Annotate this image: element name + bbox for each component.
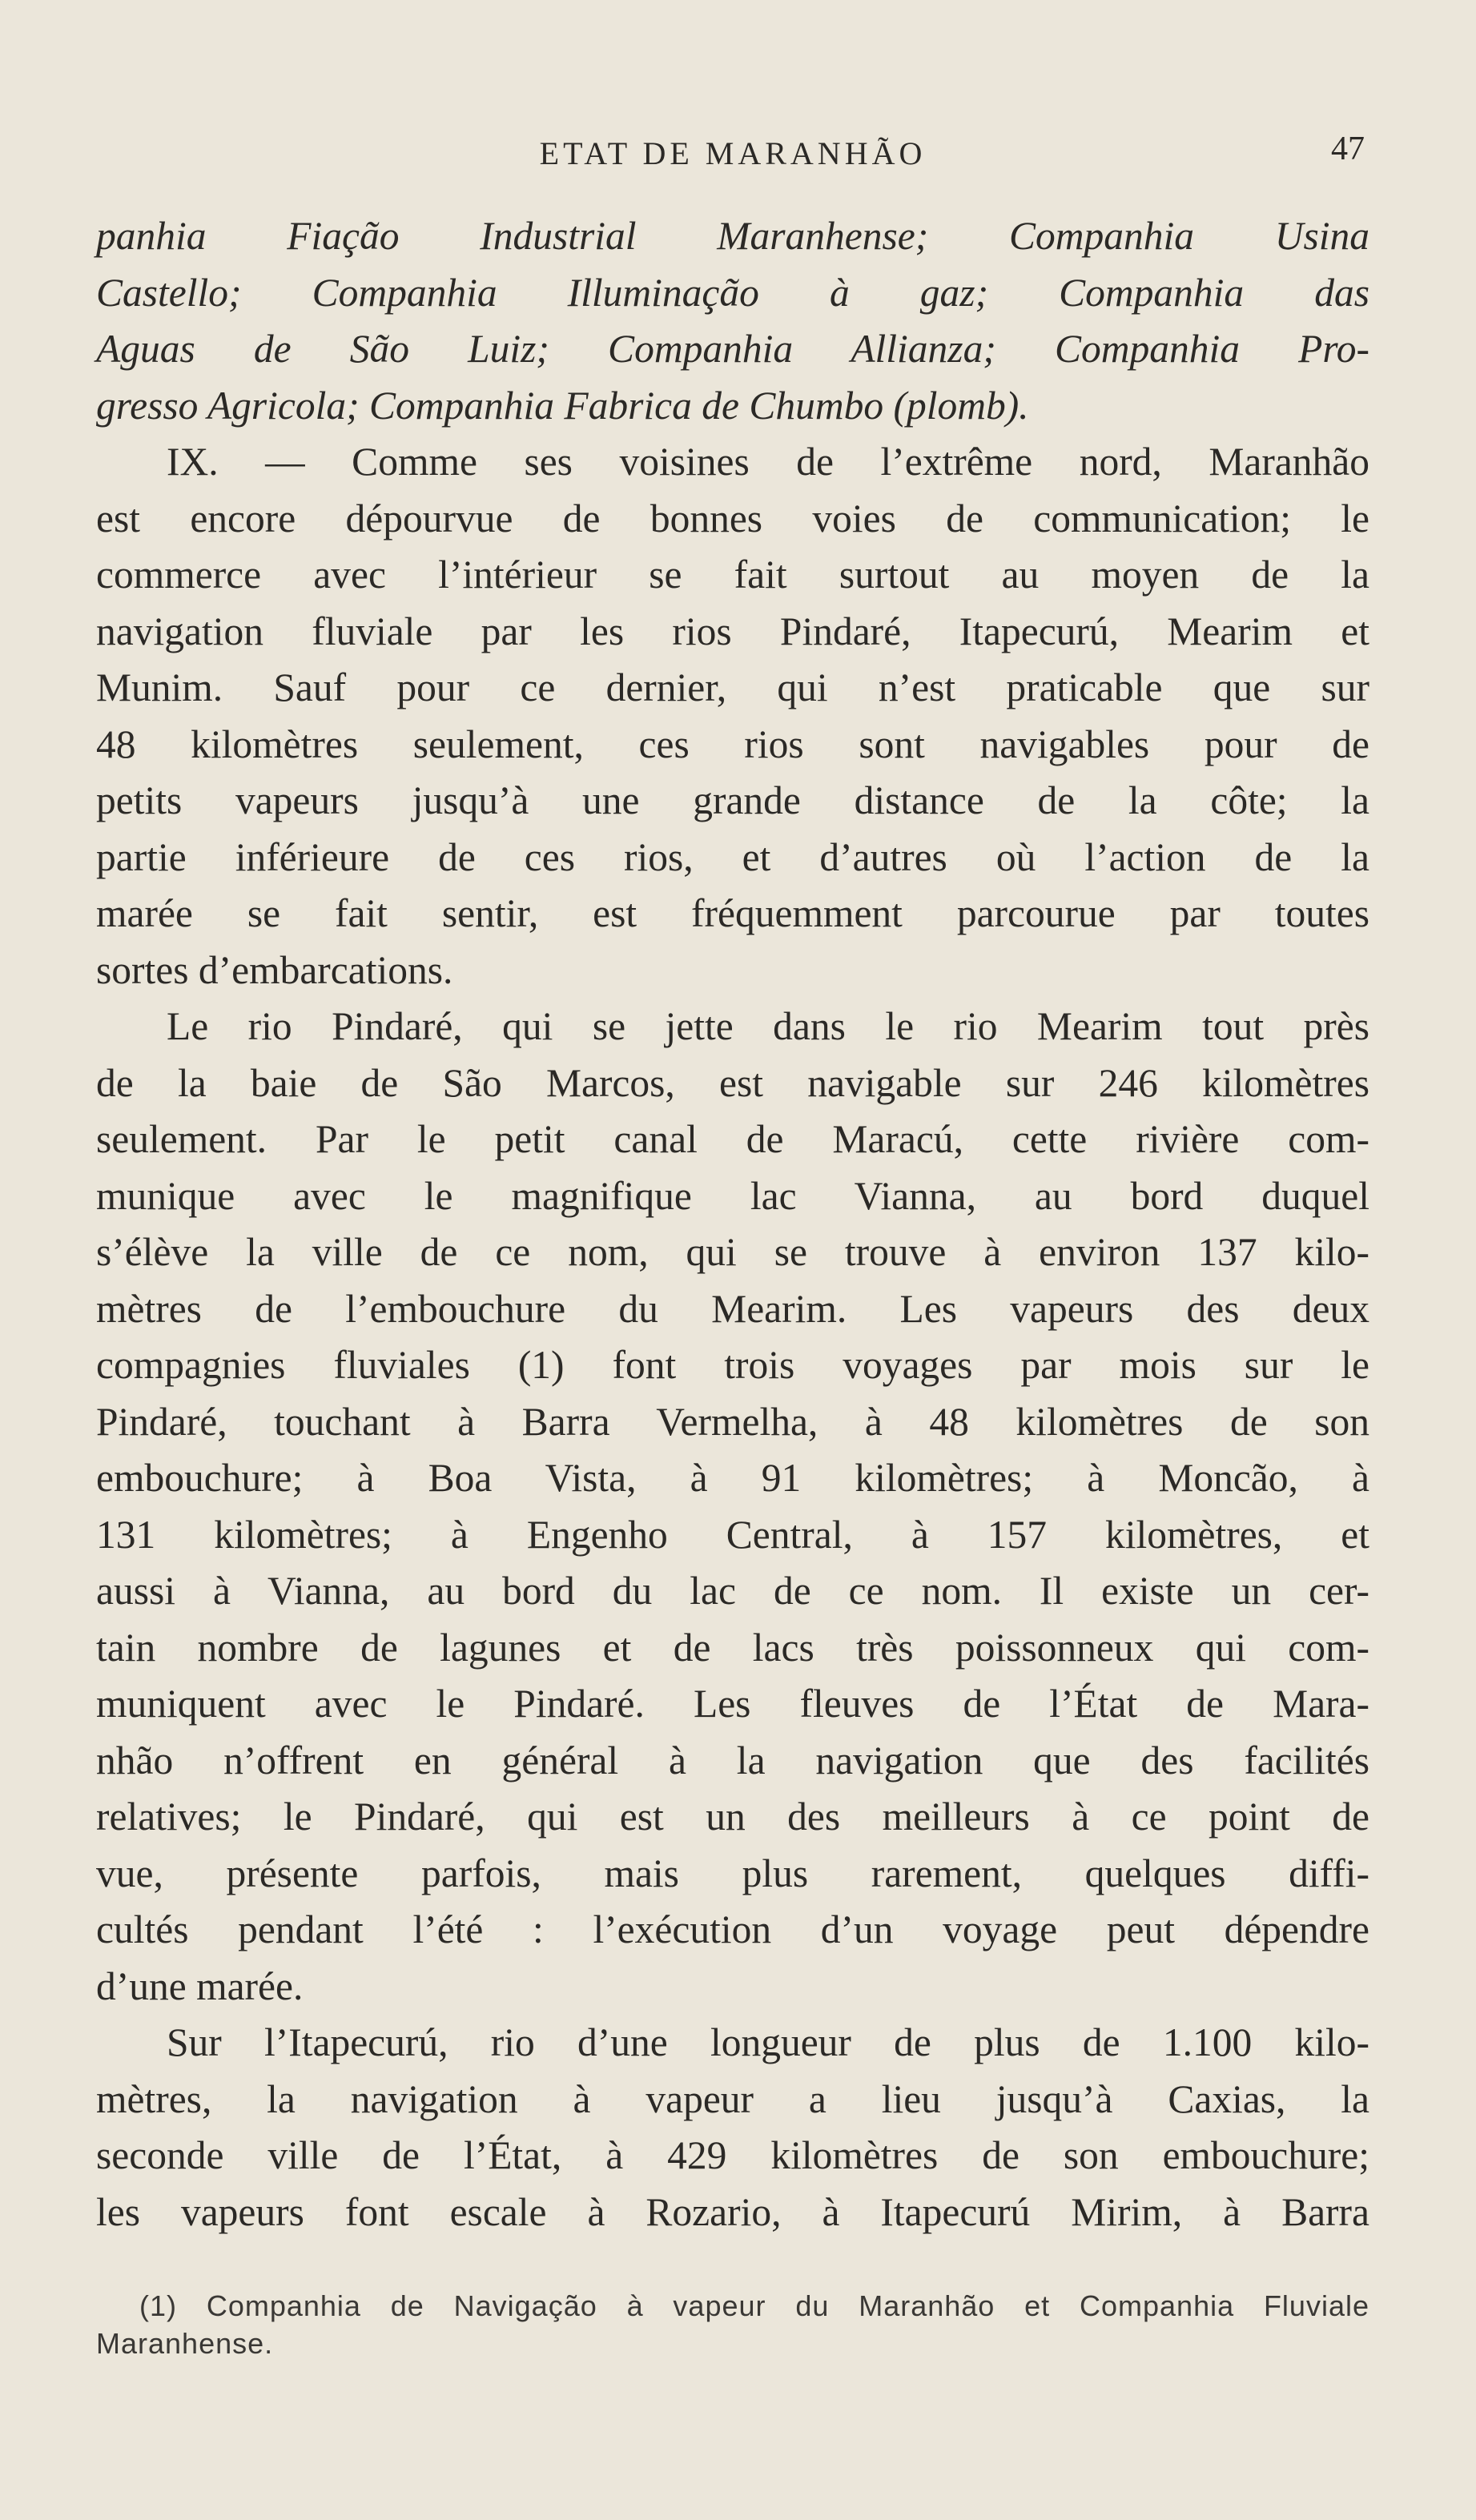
text-line: Sur l’Itapecurú, rio d’une longueur de plus de 1.100 kilo- xyxy=(167,2020,1369,2064)
text-line: est encore dépourvue de bonnes voies de communication; le xyxy=(96,496,1369,541)
text-line: partie inférieure de ces rios, et d’autres où l’action de la xyxy=(96,834,1369,879)
text-line: s’élève la ville de ce nom, qui se trouve à environ 137 kilo- xyxy=(96,1230,1369,1274)
text-line: Munim. Sauf pour ce dernier, qui n’est praticable que sur xyxy=(96,665,1369,709)
text-line: mètres, la navigation à vapeur a lieu jusqu’à Caxias, la xyxy=(96,2076,1369,2121)
text-line: d’une marée. xyxy=(96,1963,304,2008)
text-line: Castello; Companhia Illuminação à gaz; Companhia das xyxy=(96,270,1369,315)
text-line: Le rio Pindaré, qui se jette dans le rio Mearim tout près xyxy=(167,1004,1369,1048)
text-line: marée se fait sentir, est fréquemment parcourue par toutes xyxy=(96,891,1369,935)
text-line: compagnies fluviales (1) font trois voyages par mois sur le xyxy=(96,1343,1369,1387)
text-line: relatives; le Pindaré, qui est un des meilleurs à ce point de xyxy=(96,1795,1369,1839)
text-line: seulement. Par le petit canal de Maracú, cette rivière com- xyxy=(96,1117,1369,1161)
text-line: commerce avec l’intérieur se fait surtout au moyen de la xyxy=(96,553,1369,597)
page-number: 47 xyxy=(1331,131,1365,167)
text-line: IX. — Comme ses voisines de l’extrême nord, Maranhão xyxy=(167,440,1369,484)
running-title: ETAT DE MARANHÃO xyxy=(539,135,927,171)
text-line: cultés pendant l’été : l’exécution d’un voyage peut dépendre xyxy=(96,1907,1369,1951)
text-line: mètres de l’embouchure du Mearim. Les vapeurs des deux xyxy=(96,1286,1369,1331)
text-line: petits vapeurs jusqu’à une grande distance de la côte; la xyxy=(96,778,1369,822)
text-line: sortes d’embarcations. xyxy=(96,947,453,992)
text-line: 131 kilomètres; à Engenho Central, à 157 kilomètres, et xyxy=(96,1512,1369,1557)
text-line: Aguas de São Luiz; Companhia Allianza; Companhia Pro- xyxy=(96,327,1369,371)
page-header xyxy=(96,131,1369,183)
text-line: navigation fluviale par les rios Pindaré, Itapecurú, Mearim et xyxy=(96,609,1369,653)
text-line: panhia Fiação Industrial Maranhense; Companhia Usina xyxy=(96,214,1369,258)
text-line: munique avec le magnifique lac Vianna, au bord duquel xyxy=(96,1173,1369,1218)
footnote-line: Maranhense. xyxy=(96,2327,274,2360)
body-text xyxy=(96,208,1369,2241)
text-line: gresso Agricola; Companhia Fabrica de Chumbo (plomb). xyxy=(96,383,1029,428)
text-line: muniquent avec le Pindaré. Les fleuves de l’État de Mara- xyxy=(96,1682,1369,1726)
text-line: Pindaré, touchant à Barra Vermelha, à 48 kilomètres de son xyxy=(96,1399,1369,1444)
text-line: embouchure; à Boa Vista, à 91 kilomètres; à Moncão, à xyxy=(96,1456,1369,1500)
text-line: de la baie de São Marcos, est navigable sur 246 kilomètres xyxy=(96,1060,1369,1105)
text-line: vue, présente parfois, mais plus rarement, quelques diffi- xyxy=(96,1851,1369,1895)
text-line: tain nombre de lagunes et de lacs très poissonneux qui com- xyxy=(96,1625,1369,1670)
text-line: nhão n’offrent en général à la navigation que des facilités xyxy=(96,1738,1369,1782)
footnote-line: (1) Companhia de Navigação à vapeur du Maranhão et Companhia Fluviale xyxy=(139,2289,1369,2322)
text-line: 48 kilomètres seulement, ces rios sont navigables pour de xyxy=(96,721,1369,766)
text-line: aussi à Vianna, au bord du lac de ce nom. Il existe un cer- xyxy=(96,1569,1369,1613)
text-line: les vapeurs font escale à Rozario, à Itapecurú Mirim, à Barra xyxy=(96,2189,1369,2234)
text-line: seconde ville de l’État, à 429 kilomètres de son embouchure; xyxy=(96,2133,1369,2177)
footnote xyxy=(96,2287,1369,2362)
